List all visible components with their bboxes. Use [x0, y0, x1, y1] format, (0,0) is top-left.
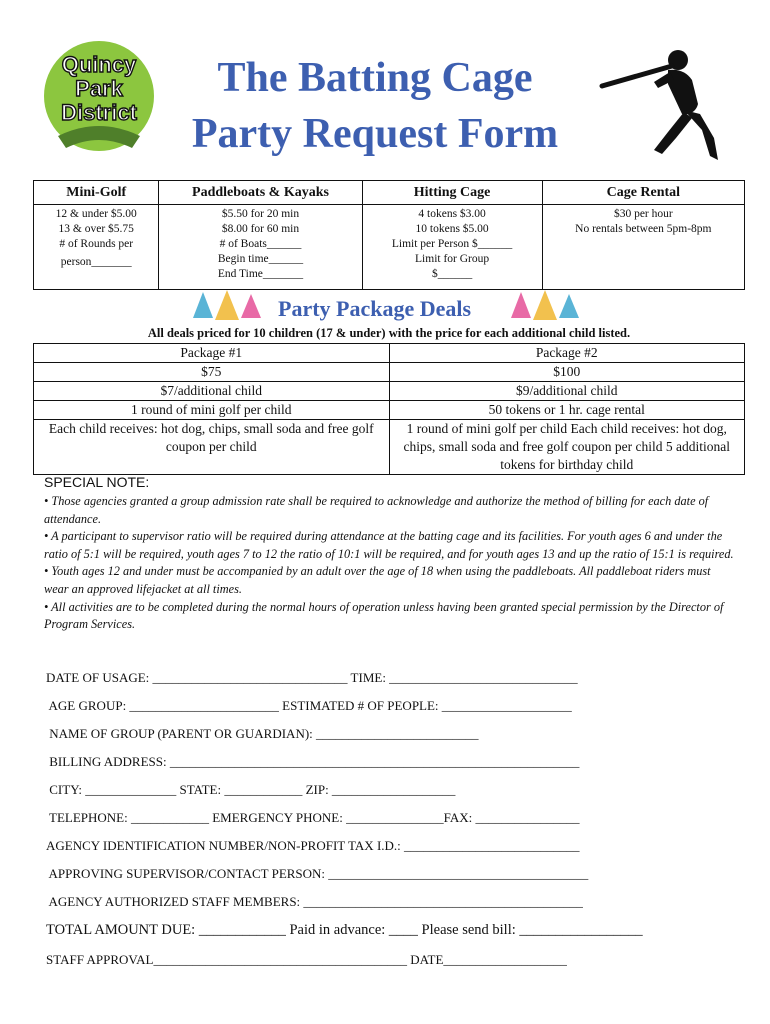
- special-note-heading: SPECIAL NOTE:: [44, 474, 150, 490]
- special-note-list: [44, 493, 734, 634]
- cage-rental-line: No rentals between 5pm-8pm: [575, 223, 712, 235]
- approving-supervisor-field[interactable]: APPROVING SUPERVISOR/CONTACT PERSON: ________________________________________: [46, 866, 589, 881]
- logo-word-2: Park: [75, 76, 123, 101]
- mini-golf-line: # of Rounds per: [59, 238, 134, 250]
- city-state-zip-field[interactable]: CITY: ______________ STATE: ____________ ZIP: ___________________: [46, 782, 456, 797]
- package-2-includes: 1 round of mini golf per child Each child receives: hot dog, chips, small soda and free golf coupon per child 5 additional tokens for birthday child: [389, 420, 745, 475]
- title-line-2: Party Request Form: [191, 111, 559, 157]
- deals-subtitle: All deals priced for 10 children (17 & under) with the price for each additional child listed.: [147, 326, 631, 340]
- batter-silhouette-icon: [592, 42, 732, 166]
- package-2-price: $100: [389, 363, 745, 382]
- package-1-activity: 1 round of mini golf per child: [34, 401, 390, 420]
- activity-heading-cage-rental: Cage Rental: [542, 181, 744, 205]
- agency-id-field[interactable]: AGENCY IDENTIFICATION NUMBER/NON-PROFIT TAX I.D.: ___________________________: [46, 838, 580, 853]
- party-hat-icon: [193, 292, 213, 318]
- logo-word-3: District: [61, 100, 137, 125]
- paddleboats-line: Begin time______: [217, 253, 304, 265]
- quincy-park-district-logo: [40, 36, 158, 156]
- hitting-cage-line: 10 tokens $5.00: [415, 223, 489, 235]
- hitting-cage-line: $______: [431, 268, 473, 280]
- party-package-deals-heading: Party Package Deals: [278, 296, 472, 321]
- special-note-item: • All activities are to be completed during the normal hours of operation unless having been granted special permission by the Director of Program Services.: [44, 599, 724, 632]
- age-group-field[interactable]: AGE GROUP: _______________________ ESTIMATED # OF PEOPLE: ____________________: [46, 698, 572, 713]
- activity-details-paddleboats: [159, 205, 362, 290]
- special-note-item: • Youth ages 12 and under must be accompanied by an adult over the age of 18 when using the paddleboats. All paddleboat riders must wear an approved lifejacket at all times.: [44, 564, 711, 596]
- group-name-field[interactable]: NAME OF GROUP (PARENT OR GUARDIAN): _________________________: [46, 726, 479, 741]
- paddleboats-line: End Time_______: [217, 268, 304, 280]
- activity-details-hitting-cage: [362, 205, 542, 290]
- logo-word-1: Quincy: [61, 52, 137, 77]
- party-hat-icon: [241, 294, 261, 318]
- date-time-field[interactable]: DATE OF USAGE: ______________________________ TIME: _____________________________: [46, 670, 578, 685]
- package-1-name: Package #1: [34, 344, 390, 363]
- package-1-additional: $7/additional child: [34, 382, 390, 401]
- activity-details-cage-rental: [542, 205, 744, 290]
- telephone-fax-field[interactable]: TELEPHONE: ____________ EMERGENCY PHONE: _______________FAX: ________________: [46, 810, 580, 825]
- mini-golf-line: person_______: [60, 256, 132, 268]
- paddleboats-line: # of Boats______: [219, 238, 302, 250]
- special-note-item: • Those agencies granted a group admission rate shall be required to acknowledge and authorize the method of billing for each date of attendance.: [44, 494, 709, 526]
- special-note-item: • A participant to supervisor ratio will be required during attendance at the batting cage and its facilities. For youth ages 6 and under the ratio of 5:1 will be required, youth ages 7 to 12 the ratio of 10:1 will be required, and for youth ages 13 and up the ratio of 15:1 is required.: [44, 529, 734, 561]
- party-hat-icon: [511, 292, 531, 318]
- party-hat-icon: [559, 294, 579, 318]
- hitting-cage-line: Limit per Person $______: [391, 238, 513, 250]
- billing-address-field[interactable]: BILLING ADDRESS: _______________________________________________________________: [46, 754, 580, 769]
- activity-heading-paddleboats: Paddleboats & Kayaks: [159, 181, 362, 205]
- package-2-activity: 50 tokens or 1 hr. cage rental: [389, 401, 745, 420]
- staff-approval-field[interactable]: STAFF APPROVAL_______________________________________ DATE___________________: [46, 952, 567, 967]
- hitting-cage-line: 4 tokens $3.00: [418, 208, 486, 220]
- activities-table: [33, 180, 745, 290]
- party-hat-icon: [215, 290, 239, 320]
- hitting-cage-line: Limit for Group: [415, 253, 490, 265]
- title-line-1: The Batting Cage: [217, 55, 533, 101]
- package-1-includes: Each child receives: hot dog, chips, small soda and free golf coupon per child: [34, 420, 390, 475]
- mini-golf-line: 12 & under $5.00: [55, 208, 137, 220]
- activity-heading-mini-golf: Mini-Golf: [34, 181, 159, 205]
- mini-golf-line: 13 & over $5.75: [58, 223, 134, 235]
- total-amount-field[interactable]: TOTAL AMOUNT DUE: ____________ Paid in advance: ____ Please send bill: _________________: [46, 922, 643, 938]
- cage-rental-line: $30 per hour: [613, 208, 673, 220]
- party-hat-icon: [533, 290, 557, 320]
- page-title: [170, 50, 580, 162]
- activity-heading-hitting-cage: Hitting Cage: [362, 181, 542, 205]
- package-2-additional: $9/additional child: [389, 382, 745, 401]
- activity-details-mini-golf: [34, 205, 159, 290]
- paddleboats-line: $5.50 for 20 min: [221, 208, 300, 220]
- package-1-price: $75: [34, 363, 390, 382]
- paddleboats-line: $8.00 for 60 min: [221, 223, 300, 235]
- package-2-name: Package #2: [389, 344, 745, 363]
- authorized-staff-field[interactable]: AGENCY AUTHORIZED STAFF MEMBERS: ___________________________________________: [46, 894, 583, 909]
- packages-table: [33, 343, 745, 475]
